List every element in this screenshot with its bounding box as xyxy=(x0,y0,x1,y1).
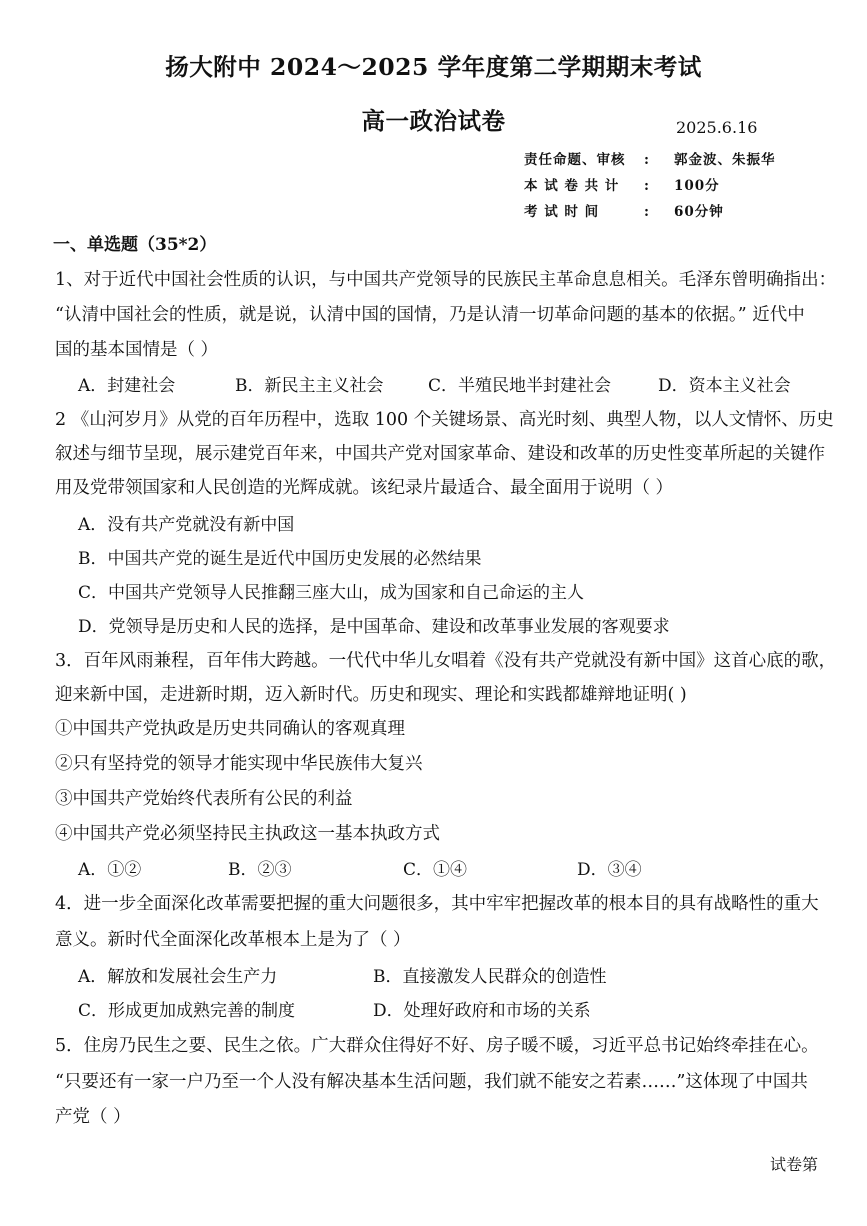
option-c: C．①④ xyxy=(403,860,468,880)
option-b: B．直接激发人民群众的创造性 xyxy=(373,967,607,987)
statement-2: ②只有坚持党的领导才能实现中华民族伟大复兴 xyxy=(55,754,423,774)
option-b: B．②③ xyxy=(228,860,292,880)
option-d: D．资本主义社会 xyxy=(658,376,791,396)
question-line: 用及党带领国家和人民创造的光辉成就。该纪录片最适合、最全面用于说明（ ） xyxy=(55,478,674,498)
meta-value: 100分 xyxy=(674,178,720,194)
statement-1: ①中国共产党执政是历史共同确认的客观真理 xyxy=(55,719,405,739)
exam-subtitle: 高一政治试卷 xyxy=(361,107,506,135)
option-d: D．党领导是历史和人民的选择，是中国革命、建设和改革事业发展的客观要求 xyxy=(78,617,670,637)
question-line: 产党（ ） xyxy=(55,1107,131,1127)
question-line: 2 《山河岁月》从党的百年历程中，选取 100 个关键场景、高光时刻、典型人物，以人文情怀、历史 xyxy=(55,410,834,430)
meta-key: 考 试 时 间 xyxy=(524,204,600,220)
option-c: C．中国共产党领导人民推翻三座大山，成为国家和自己命运的主人 xyxy=(78,583,585,603)
meta-key: 本 试 卷 共 计 xyxy=(524,178,620,194)
option-d: D．处理好政府和市场的关系 xyxy=(373,1001,591,1021)
question-line: 迎来新中国，走进新时期，迈入新时代。历史和现实、理论和实践都雄辩地证明( ) xyxy=(55,685,687,705)
option-a: A．①② xyxy=(78,860,142,880)
page-footer: 试卷第 xyxy=(770,1155,819,1174)
statement-3: ③中国共产党始终代表所有公民的利益 xyxy=(55,789,353,809)
meta-value: 60分钟 xyxy=(674,204,724,220)
statement-4: ④中国共产党必须坚持民主执政这一基本执政方式 xyxy=(55,824,440,844)
exam-title: 扬大附中 2024～2025 学年度第二学期期末考试 xyxy=(165,53,702,81)
option-a: A．封建社会 xyxy=(78,376,176,396)
meta-row: 考 试 时 间 : 60分钟 xyxy=(524,200,724,220)
exam-date: 2025.6.16 xyxy=(676,118,758,137)
option-b: B．新民主主义社会 xyxy=(235,376,384,396)
meta-value: 郭金波、朱振华 xyxy=(674,152,776,168)
question-line: 4．进一步全面深化改革需要把握的重大问题很多，其中牢牢把握改革的根本目的具有战略性的重大 xyxy=(55,894,819,914)
option-d: D．③④ xyxy=(577,860,642,880)
question-line: 国的基本国情是（ ） xyxy=(55,340,219,360)
question-line: 5．住房乃民生之要、民生之依。广大群众住得好不好、房子暖不暖，习近平总书记始终牵挂在心。 xyxy=(55,1036,819,1056)
meta-key: 责任命题、审核 xyxy=(524,152,626,168)
question-line: 1、对于近代中国社会性质的认识，与中国共产党领导的民族民主革命息息相关。毛泽东曾明确指出： xyxy=(55,270,837,290)
option-b: B．中国共产党的诞生是近代中国历史发展的必然结果 xyxy=(78,549,482,569)
question-line: 意义。新时代全面深化改革根本上是为了（ ） xyxy=(55,930,411,950)
question-line: 3．百年风雨兼程，百年伟大跨越。一代代中华儿女唱着《没有共产党就没有新中国》这首心底的歌， xyxy=(55,651,837,671)
section-heading: 一、单选题（35*2） xyxy=(53,235,217,255)
question-line: “认清中国社会的性质，就是说，认清中国的国情，乃是认清一切革命问题的基本的依据。” 近代中 xyxy=(55,305,805,325)
question-line: 叙述与细节呈现，展示建党百年来，中国共产党对国家革命、建设和改革的历史性变革所起的关键作 xyxy=(55,444,825,464)
meta-row: 责任命题、审核 : 郭金波、朱振华 xyxy=(524,148,776,168)
option-c: C．形成更加成熟完善的制度 xyxy=(78,1001,296,1021)
option-c: C．半殖民地半封建社会 xyxy=(428,376,612,396)
question-line: “只要还有一家一户乃至一个人没有解决基本生活问题，我们就不能安之若素……”这体现了中国共 xyxy=(55,1072,808,1092)
meta-row: 本 试 卷 共 计 : 100分 xyxy=(524,174,720,194)
option-a: A．解放和发展社会生产力 xyxy=(78,967,278,987)
option-a: A．没有共产党就没有新中国 xyxy=(78,515,295,535)
